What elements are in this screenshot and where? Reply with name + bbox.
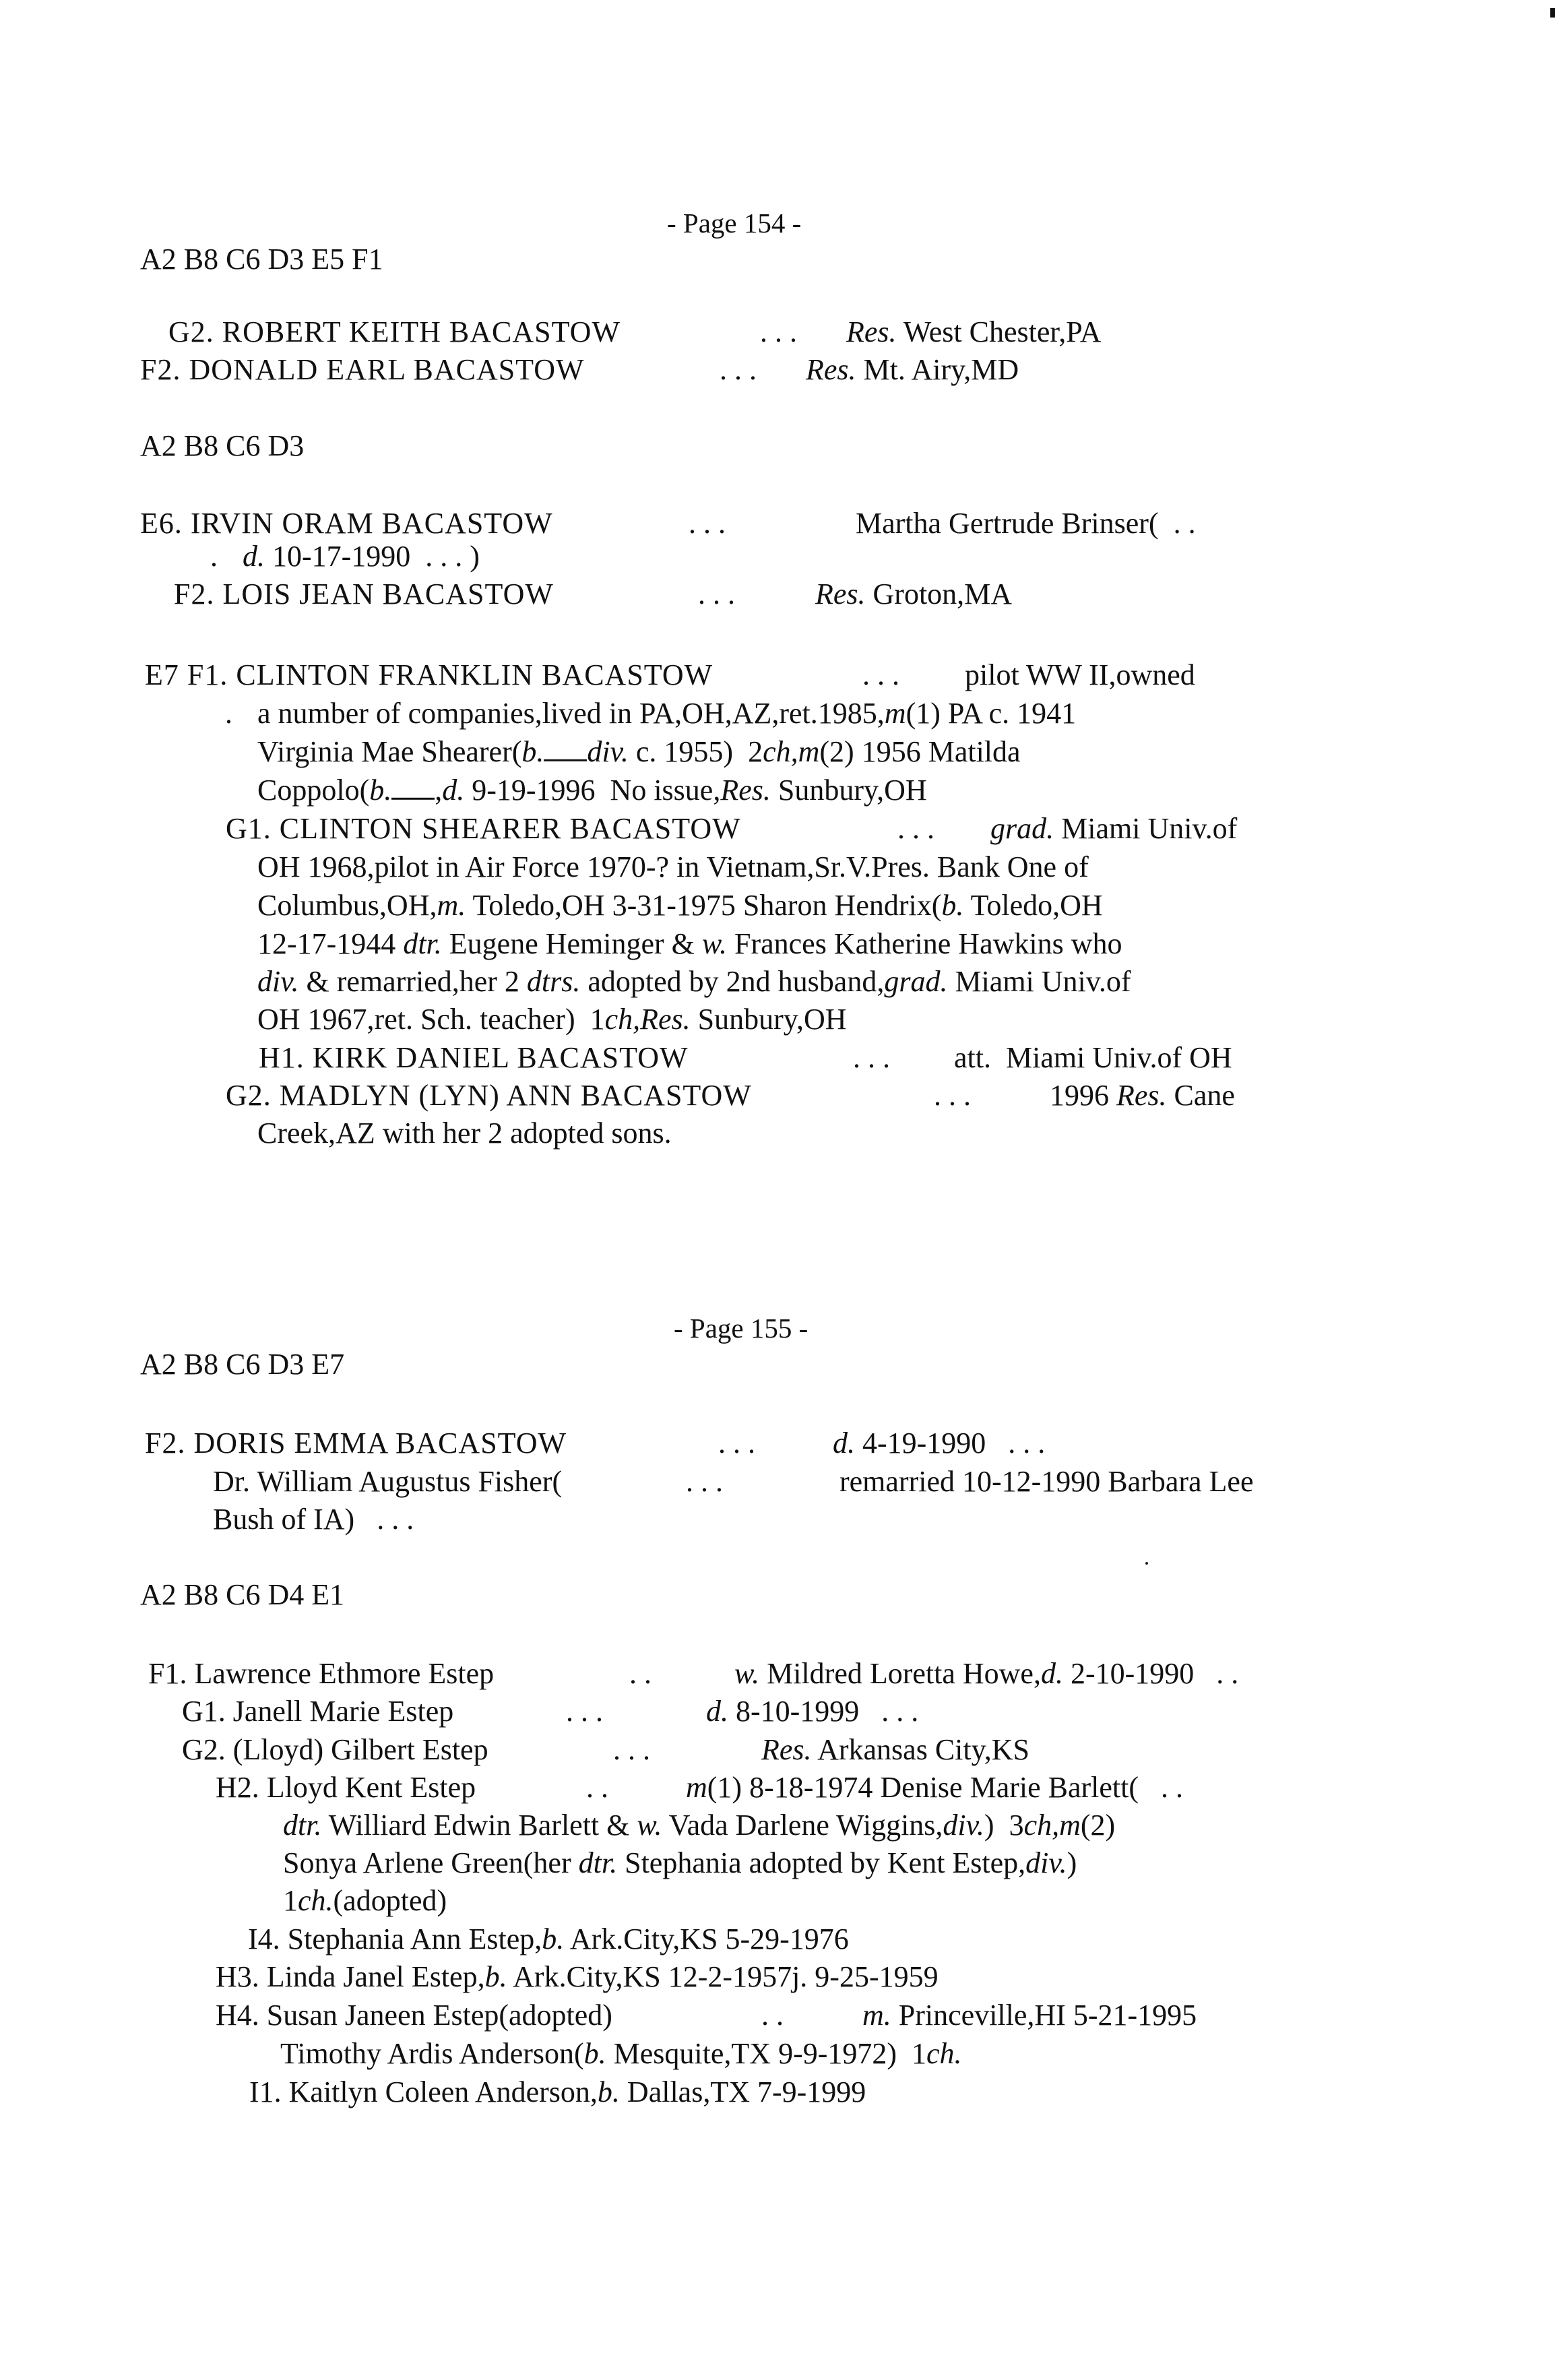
entry-text-line xyxy=(283,1883,447,1917)
res-place: Mt. Airy,MD xyxy=(856,352,1019,386)
entry-text-line xyxy=(686,1770,1184,1804)
text: c. 1955) 2 xyxy=(628,734,763,768)
entry-name: F2. DORIS EMMA BACASTOW xyxy=(145,1426,567,1460)
text: (1) PA c. 1941 xyxy=(906,696,1077,730)
text: I1. Kaitlyn Coleen Anderson, xyxy=(249,2075,598,2108)
entry-text-line xyxy=(257,1002,847,1036)
text: (1) 8-18-1974 Denise Marie Barlett( . . xyxy=(707,1770,1184,1804)
text: Williard Edwin Barlett & xyxy=(321,1808,637,1842)
entry-name: E6. IRVIN ORAM BACASTOW xyxy=(140,506,553,540)
text: OH 1967,ret. Sch. teacher) 1 xyxy=(257,1002,605,1036)
death-value: 10-17-1990 . . . ) xyxy=(265,539,480,573)
text: Virginia Mae Shearer( xyxy=(257,734,522,768)
entry-text-line xyxy=(257,734,1021,768)
entry-text-line xyxy=(257,888,1103,922)
entry-dots: . . . xyxy=(720,352,757,386)
text: ) 3 xyxy=(984,1808,1024,1842)
death-date xyxy=(833,1426,1046,1460)
entry-residence xyxy=(815,577,1013,610)
born-abbrev: b. xyxy=(369,773,392,807)
lineage-heading: A2 B8 C6 D3 E5 F1 xyxy=(140,242,383,276)
daughter-abbrev: dtr. xyxy=(578,1846,618,1879)
text: Princeville,HI 5-21-1995 xyxy=(891,1998,1197,2032)
text: Toledo,OH xyxy=(963,888,1103,922)
born-abbrev: b. xyxy=(597,2075,620,2108)
entry-text-line xyxy=(283,1808,1116,1842)
entry-text-line xyxy=(257,964,1131,998)
children-abbrev: ch. xyxy=(926,2036,962,2070)
text: I4. Stephania Ann Estep, xyxy=(248,1922,542,1955)
entry-dots: . . . xyxy=(934,1078,971,1112)
entry-dots: . xyxy=(225,696,232,730)
text: Timothy Ardis Anderson( xyxy=(280,2036,584,2070)
page-number-154: - Page 154 - xyxy=(667,208,802,239)
text: Eugene Heminger & xyxy=(441,927,702,960)
text: H3. Linda Janel Estep, xyxy=(216,1960,485,1993)
entry-dots: . . . xyxy=(718,1426,755,1460)
children-res-abbrev: ch,Res. xyxy=(604,1002,691,1036)
text: 1996 xyxy=(1050,1078,1116,1112)
married-abbrev: m. xyxy=(437,888,466,922)
entry-name: G2. MADLYN (LYN) ANN BACASTOW xyxy=(226,1078,752,1112)
entry-name: G2. (Lloyd) Gilbert Estep xyxy=(182,1732,488,1766)
blank-line xyxy=(544,759,587,761)
divorced-abbrev: div. xyxy=(1025,1846,1067,1879)
entry-note: pilot WW II,owned xyxy=(965,658,1195,691)
spouse-name: Martha Gertrude Brinser( . . xyxy=(856,506,1196,540)
text: ) xyxy=(1067,1846,1077,1879)
text: Mildred Loretta Howe, xyxy=(759,1656,1041,1690)
children-abbrev: ch. xyxy=(298,1883,334,1917)
entry-name: G1. CLINTON SHEARER BACASTOW xyxy=(226,811,741,845)
death-abbrev: d. xyxy=(1040,1656,1063,1690)
entry-dots: . . . xyxy=(853,1040,890,1074)
death-abbrev: d. xyxy=(243,539,265,573)
entry-dots: . xyxy=(210,539,218,573)
born-abbrev: b. xyxy=(521,734,544,768)
entry-text-line xyxy=(249,2077,866,2107)
text: 12-17-1944 xyxy=(257,927,404,960)
entry-text-line xyxy=(257,773,927,807)
blank-line xyxy=(391,797,435,800)
entry-text-line xyxy=(257,929,1122,959)
graduated-abbrev: grad. xyxy=(884,964,948,998)
text: Frances Katherine Hawkins who xyxy=(727,927,1122,960)
page-number-155: - Page 155 - xyxy=(674,1313,808,1344)
married-abbrev: m xyxy=(884,696,906,730)
entry-dots: . . xyxy=(586,1770,608,1804)
death-abbrev: d. xyxy=(833,1426,855,1460)
lineage-heading: A2 B8 C6 D3 E7 xyxy=(140,1347,345,1381)
text: Ark.City,KS 5-29-1976 xyxy=(564,1922,849,1955)
text: a number of companies,lived in PA,OH,AZ,ret.1985, xyxy=(257,696,885,730)
entry-dots: . . . xyxy=(689,506,726,540)
children-abbrev: ch,m xyxy=(763,734,820,768)
entry-text-line: remarried 10-12-1990 Barbara Lee xyxy=(839,1464,1254,1498)
res-abbrev: Res. xyxy=(846,315,897,348)
text: Stephania adopted by Kent Estep, xyxy=(617,1846,1026,1879)
text: , xyxy=(435,773,443,807)
entry-text-line xyxy=(862,1998,1197,2032)
res-abbrev: Res. xyxy=(815,577,866,610)
entry-residence xyxy=(761,1732,1030,1766)
corner-mark xyxy=(1550,8,1555,18)
entry-name: F2. LOIS JEAN BACASTOW xyxy=(174,577,554,610)
text: Sunbury,OH xyxy=(770,773,927,807)
text: Dallas,TX 7-9-1999 xyxy=(619,2075,866,2108)
entry-text-line xyxy=(990,811,1238,845)
daughter-abbrev: dtr. xyxy=(403,927,442,960)
text: Miami Univ.of xyxy=(1054,811,1238,845)
text: adopted by 2nd husband, xyxy=(580,964,885,998)
text: (adopted) xyxy=(333,1883,447,1917)
born-abbrev: b. xyxy=(583,2036,606,2070)
born-abbrev: b. xyxy=(484,1960,507,1993)
entry-name: G2. ROBERT KEITH BACASTOW xyxy=(168,315,621,348)
wife-abbrev: w. xyxy=(637,1808,662,1842)
text: 1 xyxy=(283,1883,298,1917)
stray-mark xyxy=(1145,1562,1148,1565)
res-abbrev: Res. xyxy=(806,352,856,386)
text: 4-19-1990 . . . xyxy=(855,1426,1046,1460)
text: (2) xyxy=(1080,1808,1116,1842)
entry-dots: . . . xyxy=(862,658,899,691)
entry-name: H2. Lloyd Kent Estep xyxy=(216,1770,476,1804)
entry-name: F1. Lawrence Ethmore Estep xyxy=(148,1656,495,1690)
born-abbrev: b. xyxy=(542,1922,565,1955)
entry-text-line xyxy=(216,1962,939,1992)
entry-text-line xyxy=(257,696,1077,730)
entry-residence xyxy=(1050,1078,1235,1112)
text: Ark.City,KS 12-2-1957j. 9-25-1959 xyxy=(507,1960,939,1993)
graduated-abbrev: grad. xyxy=(990,811,1054,845)
daughter-abbrev: dtr. xyxy=(283,1808,322,1842)
text: 8-10-1999 . . . xyxy=(728,1694,919,1728)
entry-dots: . . . xyxy=(566,1694,603,1728)
entry-text-line: Bush of IA) . . . xyxy=(213,1502,414,1536)
entry-name: E7 F1. CLINTON FRANKLIN BACASTOW xyxy=(145,658,713,691)
text: (2) 1956 Matilda xyxy=(819,734,1021,768)
divorced-abbrev: div. xyxy=(587,734,629,768)
lineage-heading: A2 B8 C6 D3 xyxy=(140,429,305,462)
entry-dots: . . xyxy=(629,1656,652,1690)
married-abbrev: m xyxy=(686,1770,707,1804)
divorced-abbrev: div. xyxy=(943,1808,984,1842)
entry-dots: . . . xyxy=(613,1732,650,1766)
entry-text-line: Creek,AZ with her 2 adopted sons. xyxy=(257,1116,672,1150)
text: & remarried,her 2 xyxy=(298,964,527,998)
res-abbrev: Res. xyxy=(720,773,771,807)
entry-dots: . . . xyxy=(686,1464,723,1498)
entry-dots: . . . xyxy=(760,315,797,348)
death-date xyxy=(243,539,480,573)
death-date xyxy=(706,1694,919,1728)
entry-name: H1. KIRK DANIEL BACASTOW xyxy=(259,1040,689,1074)
wife-abbrev: w. xyxy=(701,927,727,960)
text: Mesquite,TX 9-9-1972) 1 xyxy=(606,2036,927,2070)
res-abbrev: Res. xyxy=(1116,1078,1167,1112)
res-place: Arkansas City,KS xyxy=(811,1732,1030,1766)
entry-text-line xyxy=(734,1656,1239,1690)
text: Columbus,OH, xyxy=(257,888,437,922)
text: Miami Univ.of xyxy=(947,964,1131,998)
entry-residence xyxy=(806,352,1019,386)
entry-note: att. Miami Univ.of OH xyxy=(954,1040,1232,1074)
text: Vada Darlene Wiggins, xyxy=(662,1808,943,1842)
entry-dots: . . xyxy=(761,1998,784,2032)
res-place: Groton,MA xyxy=(865,577,1013,610)
married-abbrev: m. xyxy=(862,1998,891,2032)
text: 9-19-1996 No issue, xyxy=(464,773,721,807)
daughters-abbrev: dtrs. xyxy=(526,964,581,998)
death-abbrev: d. xyxy=(706,1694,728,1728)
text: 2-10-1990 . . xyxy=(1062,1656,1239,1690)
entry-text-line xyxy=(283,1848,1077,1878)
lineage-heading: A2 B8 C6 D4 E1 xyxy=(140,1577,345,1611)
wife-abbrev: w. xyxy=(734,1656,760,1690)
res-place: West Chester,PA xyxy=(896,315,1102,348)
spouse-name: Dr. William Augustus Fisher( xyxy=(213,1464,563,1498)
entry-dots: . . . xyxy=(698,577,735,610)
res-abbrev: Res. xyxy=(761,1732,812,1766)
entry-residence xyxy=(846,317,1101,347)
entry-name: H4. Susan Janeen Estep(adopted) xyxy=(216,1998,612,2032)
text: Coppolo( xyxy=(257,773,370,807)
entry-dots: . . . xyxy=(897,811,934,845)
born-abbrev: b. xyxy=(941,888,964,922)
text: Sunbury,OH xyxy=(690,1002,847,1036)
entry-name: G1. Janell Marie Estep xyxy=(182,1694,454,1728)
divorced-abbrev: div. xyxy=(257,964,299,998)
children-abbrev: ch,m xyxy=(1023,1808,1081,1842)
entry-text-line xyxy=(248,1924,849,1954)
entry-text-line: OH 1968,pilot in Air Force 1970-? in Vietnam,Sr.V.Pres. Bank One of xyxy=(257,850,1089,883)
death-abbrev: d. xyxy=(442,773,465,807)
text: Toledo,OH 3-31-1975 Sharon Hendrix( xyxy=(466,888,942,922)
text: Sonya Arlene Green(her xyxy=(283,1846,579,1879)
entry-name: F2. DONALD EARL BACASTOW xyxy=(140,352,585,386)
entry-text-line xyxy=(280,2036,962,2070)
text: Cane xyxy=(1166,1078,1235,1112)
